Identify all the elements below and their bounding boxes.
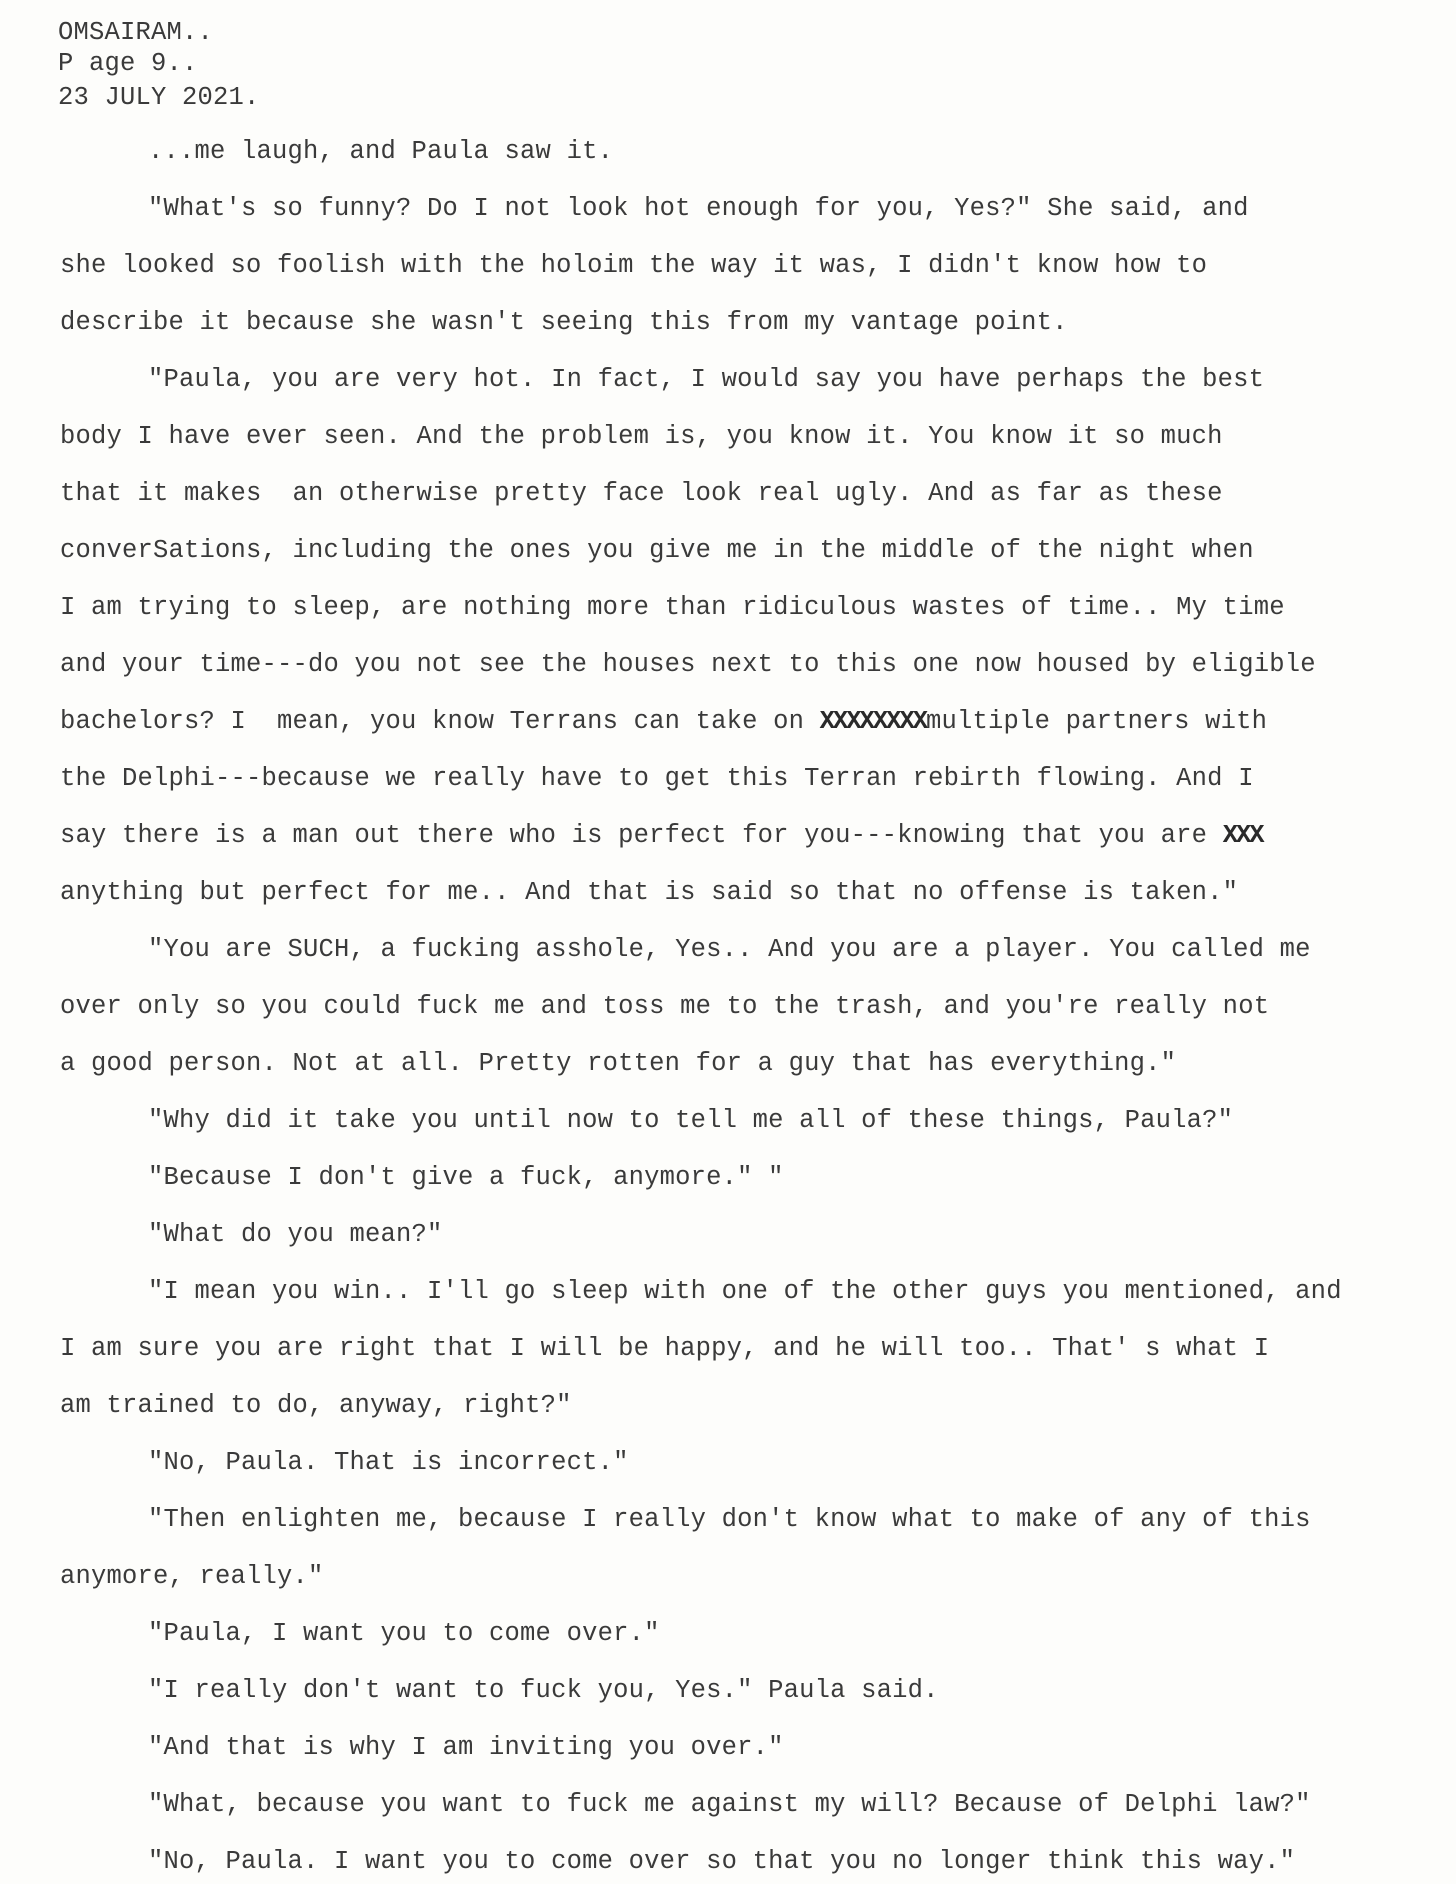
- text-line: "Why did it take you until now to tell me all of these things, Paula?": [148, 1106, 1234, 1135]
- strikeout-mark: XXX: [1222, 821, 1263, 850]
- text-line: "Because I don't give a fuck, anymore." ": [148, 1163, 784, 1192]
- text-line: am trained to do, anyway, right?": [60, 1391, 572, 1420]
- text-segment: bachelors? I mean, you know Terrans can take on: [60, 707, 820, 736]
- text-line: "Paula, I want you to come over.": [148, 1619, 660, 1648]
- header-line-page-number: P age 9..: [58, 49, 198, 78]
- text-line: anything but perfect for me.. And that is said so that no offense is taken.": [60, 878, 1239, 907]
- text-line: "What's so funny? Do I not look hot enough for you, Yes?" She said, and: [148, 194, 1249, 223]
- text-line: anymore, really.": [60, 1562, 324, 1591]
- text-line: body I have ever seen. And the problem is, you know it. You know it so much: [60, 422, 1223, 451]
- header-line-date: 23 JULY 2021.: [58, 83, 260, 112]
- text-segment: multiple partners with: [926, 707, 1268, 736]
- text-line-with-strikeout: [60, 707, 1267, 737]
- text-line: the Delphi---because we really have to get this Terran rebirth flowing. And I: [60, 764, 1254, 793]
- text-line: I am trying to sleep, are nothing more than ridiculous wastes of time.. My time: [60, 593, 1285, 622]
- text-line: a good person. Not at all. Pretty rotten for a guy that has everything.": [60, 1049, 1177, 1078]
- text-line: "I mean you win.. I'll go sleep with one of the other guys you mentioned, and: [148, 1277, 1342, 1306]
- text-line: "What, because you want to fuck me against my will? Because of Delphi law?": [148, 1790, 1311, 1819]
- text-line: and your time---do you not see the houses next to this one now housed by eligible: [60, 650, 1316, 679]
- text-line: "No, Paula. That is incorrect.": [148, 1448, 629, 1477]
- text-line-with-strikeout: [60, 821, 1263, 851]
- text-line: "Paula, you are very hot. In fact, I would say you have perhaps the best: [148, 365, 1265, 394]
- text-line: "And that is why I am inviting you over.": [148, 1733, 784, 1762]
- text-line: "What do you mean?": [148, 1220, 443, 1249]
- text-line: "Then enlighten me, because I really don't know what to make of any of this: [148, 1505, 1311, 1534]
- text-line: describe it because she wasn't seeing this from my vantage point.: [60, 308, 1068, 337]
- text-line: she looked so foolish with the holoim the way it was, I didn't know how to: [60, 251, 1208, 280]
- text-line: "You are SUCH, a fucking asshole, Yes.. And you are a player. You called me: [148, 935, 1311, 964]
- text-line: over only so you could fuck me and toss me to the trash, and you're really not: [60, 992, 1270, 1021]
- text-line: "I really don't want to fuck you, Yes." Paula said.: [148, 1676, 939, 1705]
- text-line: I am sure you are right that I will be happy, and he will too.. That' s what I: [60, 1334, 1270, 1363]
- text-line: that it makes an otherwise pretty face look real ugly. And as far as these: [60, 479, 1223, 508]
- text-segment: say there is a man out there who is perfect for you---knowing that you are: [60, 821, 1223, 850]
- strikeout-mark: XXXXXXXX: [819, 707, 927, 736]
- text-line: converSations, including the ones you give me in the middle of the night when: [60, 536, 1254, 565]
- text-line: ...me laugh, and Paula saw it.: [148, 137, 614, 166]
- header-line-omsairam: OMSAIRAM..: [58, 18, 214, 47]
- text-line: "No, Paula. I want you to come over so that you no longer think this way.": [148, 1847, 1296, 1876]
